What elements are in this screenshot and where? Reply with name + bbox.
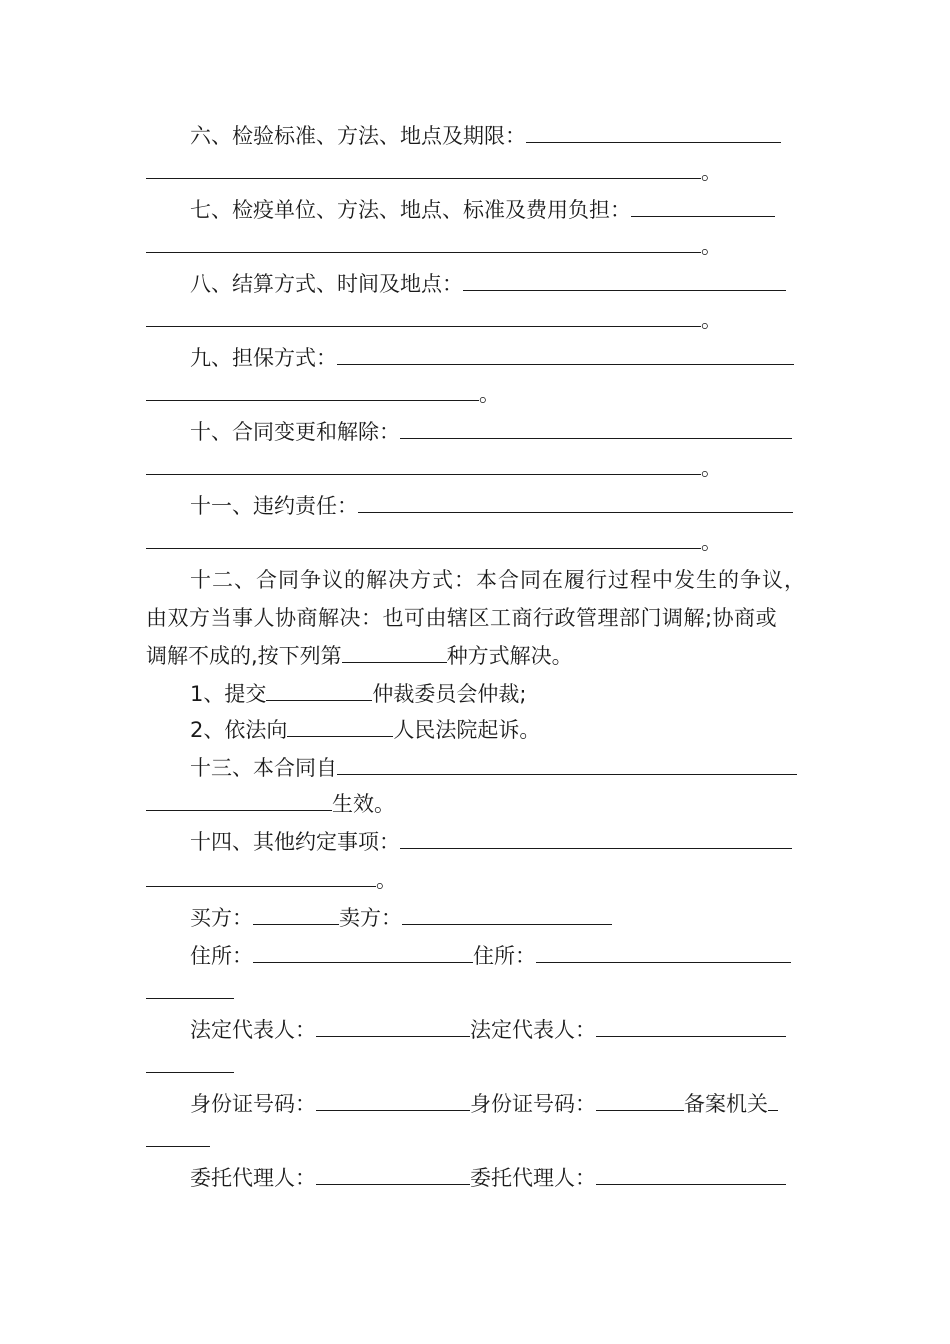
legal-rep-row [190,1016,786,1044]
option-1-post: 仲裁委员会仲裁; [372,682,527,706]
clause-13-cont [146,790,395,818]
option-2 [190,716,540,744]
clause-14-label: 十四、其他约定事项： [190,830,400,854]
clause-8 [190,270,786,298]
blank-field[interactable] [146,159,701,179]
clause-10-cont [146,454,722,482]
blank-field[interactable] [146,307,701,327]
clause-13-label: 十三、本合同自 [190,756,337,780]
clause-7-label: 七、检疫单位、方法、地点、标准及费用负担： [190,198,631,222]
buyer-legal-rep-label: 法定代表人： [190,1018,316,1042]
period-mark: 。 [376,868,397,892]
filing-authority-label: 备案机关 [684,1092,768,1116]
clause-12-line3 [146,642,573,670]
clause-11-cont [146,528,722,556]
clause-7 [190,196,775,224]
blank-field[interactable] [526,123,781,143]
period-mark: 。 [701,456,722,480]
blank-field[interactable] [146,233,701,253]
buyer-agent-field[interactable] [316,1165,470,1185]
option-1-pre: 1、提交 [190,682,267,706]
blank-field[interactable] [631,197,775,217]
seller-address-field[interactable] [536,943,791,963]
blank-field[interactable] [146,791,332,811]
seller-legal-rep-field[interactable] [596,1017,786,1037]
seller-id-label: 身份证号码： [470,1092,596,1116]
blank-field[interactable] [400,419,792,439]
clause-8-cont [146,306,722,334]
blank-field[interactable] [337,755,797,775]
clause-6-cont [146,158,722,186]
clause-9 [190,344,794,372]
period-mark: 。 [479,382,500,406]
clause-9-cont [146,380,500,408]
clause-12-line1: 十二、合同争议的解决方式：本合同在履行过程中发生的争议， [190,568,806,592]
buyer-address-label: 住所： [190,944,253,968]
clause-6 [190,122,781,150]
agent-row [190,1164,786,1192]
blank-field[interactable] [146,1127,210,1147]
clause-11-label: 十一、违约责任： [190,494,358,518]
seller-agent-field[interactable] [596,1165,786,1185]
period-mark: 。 [701,308,722,332]
seller-id-field[interactable] [596,1091,684,1111]
clause-12-line3-pre: 调解不成的,按下列第 [146,644,342,668]
blank-field[interactable] [146,979,234,999]
period-mark: 。 [701,530,722,554]
blank-field[interactable] [400,829,792,849]
seller-address-label: 住所： [473,944,536,968]
blank-field[interactable] [266,681,372,701]
blank-field[interactable] [146,455,701,475]
blank-field[interactable] [146,1053,234,1073]
legal-rep-row-cont [146,1052,234,1080]
clause-11 [190,492,793,520]
blank-field[interactable] [146,381,479,401]
buyer-field[interactable] [253,905,339,925]
clause-7-cont [146,232,722,260]
blank-field[interactable] [463,271,786,291]
seller-agent-label: 委托代理人： [470,1166,596,1190]
buyer-address-field[interactable] [253,943,473,963]
blank-field[interactable] [337,345,794,365]
period-mark: 。 [701,160,722,184]
seller-label: 卖方： [339,906,402,930]
address-row [190,942,791,970]
signature-parties [190,904,612,932]
blank-field[interactable] [287,717,393,737]
clause-13 [190,754,797,782]
clause-10 [190,418,792,446]
clause-9-label: 九、担保方式： [190,346,337,370]
address-row-cont [146,978,234,1006]
clause-12-line3-post: 种方式解决。 [446,644,573,668]
buyer-label: 买方： [190,906,253,930]
buyer-id-field[interactable] [316,1091,470,1111]
blank-field[interactable] [146,529,701,549]
option-2-post: 人民法院起诉。 [393,718,541,742]
blank-field[interactable] [342,643,447,663]
seller-field[interactable] [402,905,612,925]
option-1 [190,680,526,708]
clause-12-line2: 由双方当事人协商解决：也可由辖区工商行政管理部门调解;协商或 [146,606,778,630]
buyer-agent-label: 委托代理人： [190,1166,316,1190]
id-row [190,1090,778,1118]
option-2-pre: 2、依法向 [190,718,288,742]
clause-14-cont [146,866,397,894]
clause-10-label: 十、合同变更和解除： [190,420,400,444]
clause-13-end: 生效。 [332,792,395,816]
clause-14 [190,828,792,856]
seller-legal-rep-label: 法定代表人： [470,1018,596,1042]
period-mark: 。 [701,234,722,258]
clause-8-label: 八、结算方式、时间及地点： [190,272,463,296]
id-row-cont [146,1126,210,1154]
buyer-legal-rep-field[interactable] [316,1017,470,1037]
blank-field[interactable] [146,867,376,887]
filing-authority-field[interactable] [768,1091,778,1111]
buyer-id-label: 身份证号码： [190,1092,316,1116]
clause-6-label: 六、检验标准、方法、地点及期限： [190,124,526,148]
blank-field[interactable] [358,493,793,513]
